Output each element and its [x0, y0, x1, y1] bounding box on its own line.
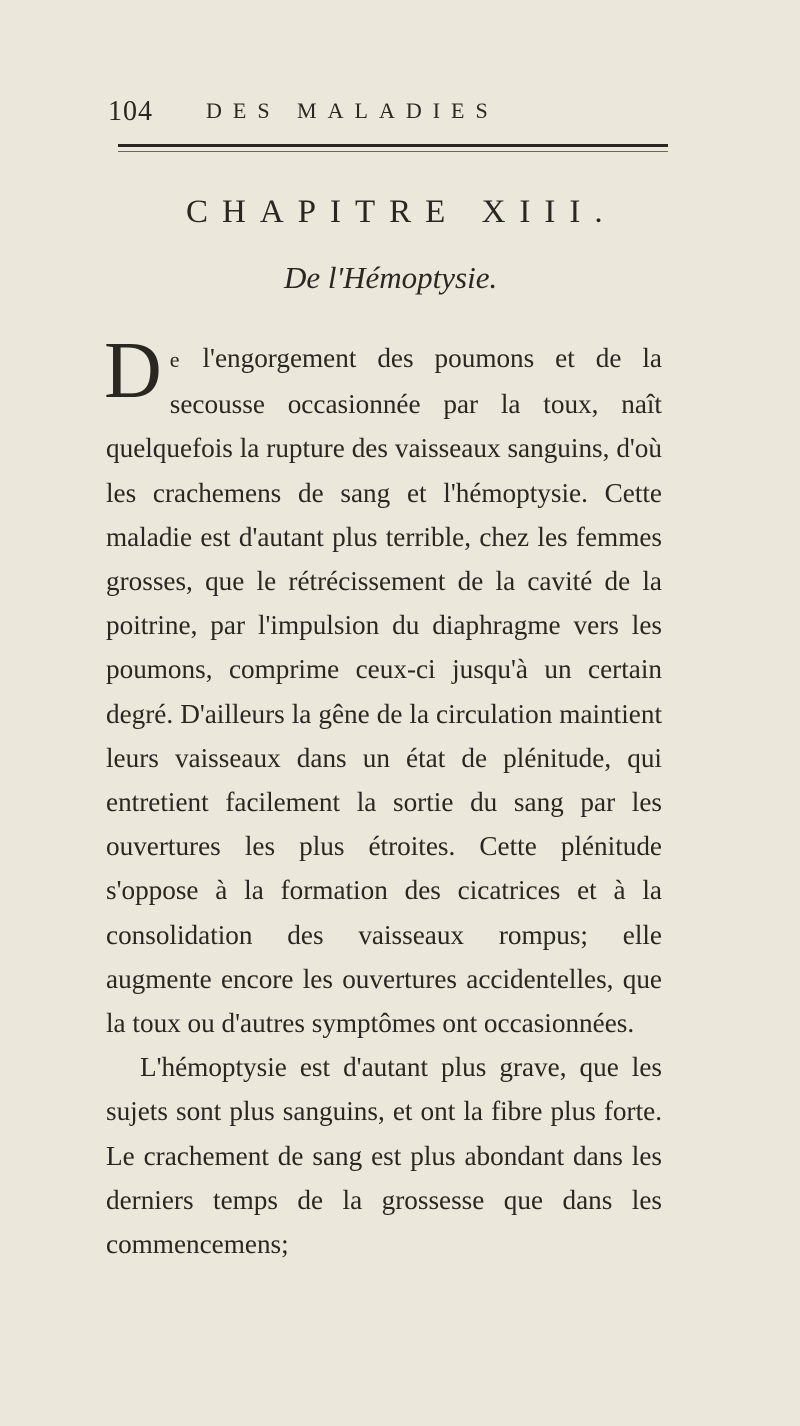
- running-head: [108, 96, 668, 136]
- chapter-title: CHAPITRE XIII.: [186, 194, 617, 230]
- paragraph-2: L'hémoptysie est d'autant plus grave, que les sujets sont plus sanguins, et ont la fibre plus forte. Le crachement de sang est plus abondant dans les derniers temps de la grossesse que dans les commencemens;: [106, 1052, 662, 1260]
- paragraph-1: [104, 327, 662, 1045]
- header-rule-thin: [118, 151, 668, 152]
- header-rule-thick: [118, 144, 668, 147]
- chapter-subtitle: De l'Hémoptysie.: [284, 260, 498, 295]
- body-text: [104, 327, 662, 1266]
- running-title: DES MALADIES: [206, 98, 499, 123]
- page-number: 104: [108, 96, 153, 127]
- drop-cap: D: [104, 327, 162, 415]
- paragraph-1-text: l'engorgement des poumons et de la secousse occasionnée par la toux, naît quelquefois la rupture des vaisseaux sanguins, d'où les crachemens de sang et l'hémoptysie. Cette maladie est d'autant plus terrible, chez les femmes grosses, que le rétrécissement de la cavité de la poitrine, par l'impulsion du diaphragme vers les poumons, comprime ceux-ci jusqu'à un certain degré. D'ailleurs la gêne de la circulation maintient leurs vaisseaux dans un état de plénitude, qui entretient facilement la sortie du sang par les ouvertures les plus étroites. Cette plénitude s'oppose à la formation des cicatrices et à la consolidation des vaisseaux rompus; elle augmente encore les ouvertures accidentelles, que la toux ou d'autres symptômes ont occasionnées.: [106, 343, 662, 1039]
- first-word-rest: e: [169, 347, 182, 372]
